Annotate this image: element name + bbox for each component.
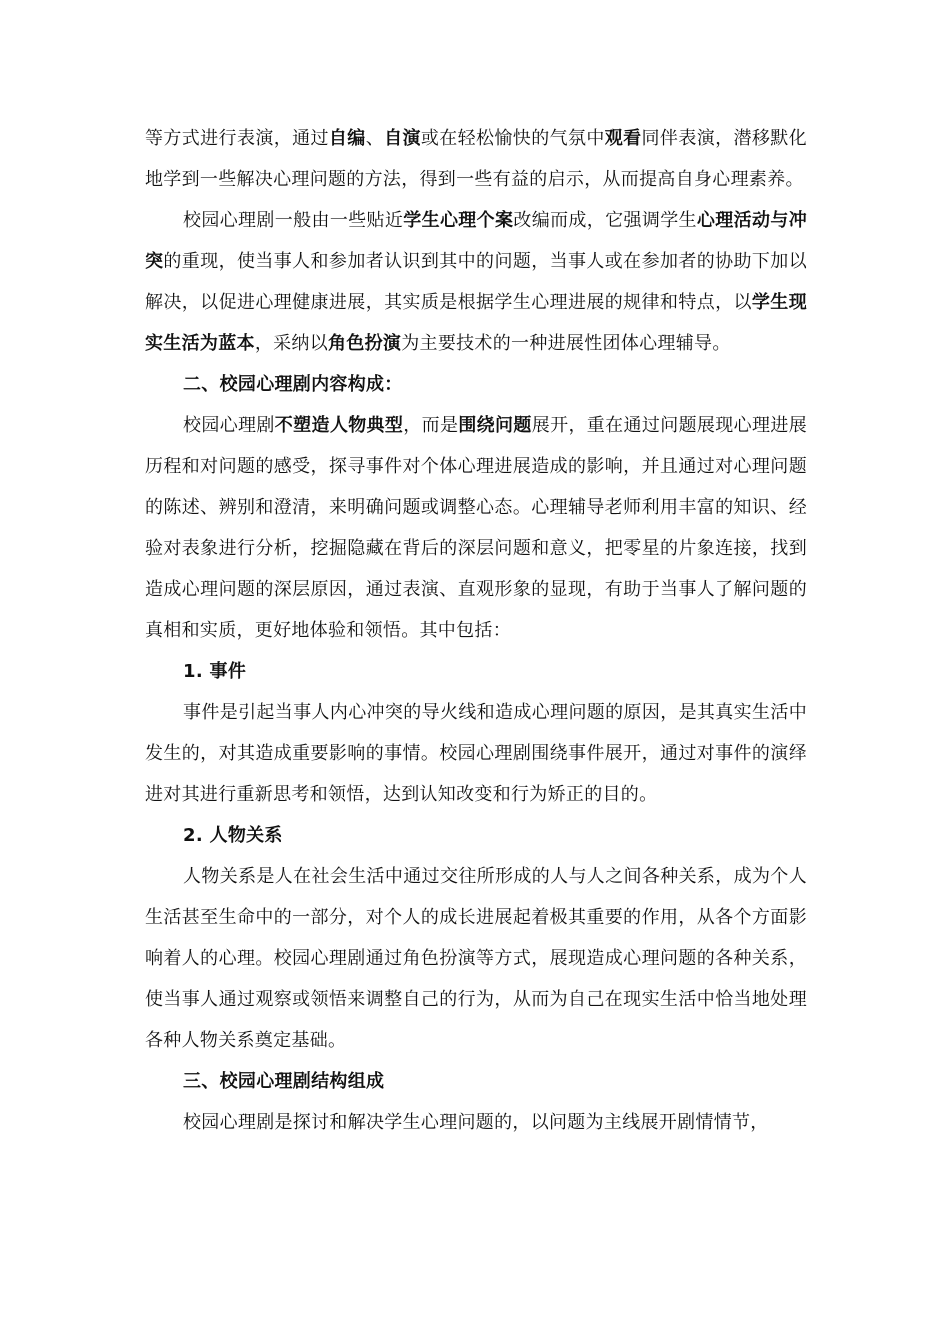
section-heading-content xyxy=(145,364,807,405)
bold-text-segment: 学生心理个案 xyxy=(403,210,514,231)
bold-text-segment: 观看 xyxy=(604,128,642,149)
bold-text-segment: 自编 xyxy=(328,128,366,149)
text-segment: 等方式进行表演，通过 xyxy=(145,128,329,149)
bold-text-segment: 不塑造人物典型 xyxy=(274,415,404,436)
text-segment: 展开，重在通过问题展现心理进展历程和对问题的感受，探寻事件对个体心理进展造成的影响，并且通过对心理问题的陈述、辨别和澄清，来明确问题或调整心态。心理辅导老师利用丰富的知识、经验对表象进行分析，挖掘隐藏在背后的深层问题和意义，把零星的片象连接，找到造成心理问题的深层原因，通过表演、直观形象的显现，有助于当事人了解问题的真相和实质，更好地体验和领悟。其中包括： xyxy=(145,415,808,641)
paragraph-intro-continuation xyxy=(145,118,807,200)
text-segment: 改编而成，它强调学生 xyxy=(513,210,697,231)
heading-text: 三、校园心理剧结构组成 xyxy=(183,1071,385,1092)
text-segment: ，采纳以 xyxy=(254,333,329,354)
text-segment: 的重现，使当事人和参加者认识到其中的问题，当事人或在参加者的协助下加以解决，以促进心理健康进展，其实质是根据学生心理进展的规律和特点，以 xyxy=(145,251,807,313)
text-segment: 校园心理剧 xyxy=(183,415,275,436)
paragraph-content-description xyxy=(145,405,807,651)
document-body xyxy=(145,118,807,1143)
subheading-relationships xyxy=(145,815,807,856)
bold-text-segment: 角色扮演 xyxy=(328,333,402,354)
subheading-event xyxy=(145,651,807,692)
paragraph-relationships xyxy=(145,856,807,1061)
section-heading-structure xyxy=(145,1061,807,1102)
bold-text-segment: 心理活动与冲突 xyxy=(145,210,807,272)
text-segment: 校园心理剧是探讨和解决学生心理问题的，以问题为主线展开剧情情节， xyxy=(183,1112,769,1133)
text-segment: 校园心理剧一般由一些贴近 xyxy=(183,210,404,231)
text-segment: 人物关系是人在社会生活中通过交往所形成的人与人之间各种关系，成为个人生活甚至生命中的一部分，对个人的成长进展起着极其重要的作用，从各个方面影响着人的心理。校园心理剧通过角色扮演等方式，展现造成心理问题的各种关系，使当事人通过观察或领悟来调整自己的行为，从而为自己在现实生活中恰当地处理各种人物关系奠定基础。 xyxy=(145,866,807,1051)
bold-text-segment: 自演 xyxy=(384,128,421,149)
paragraph-definition xyxy=(145,200,807,364)
heading-text: 二、校园心理剧内容构成： xyxy=(183,374,403,395)
text-segment: 为主要技术的一种进展性团体心理辅导。 xyxy=(401,333,731,354)
heading-text: 2. 人物关系 xyxy=(183,825,283,846)
text-segment: 事件是引起当事人内心冲突的导火线和造成心理问题的原因，是其真实生活中发生的，对其造成重要影响的事情。校园心理剧围绕事件展开，通过对事件的演绎进对其进行重新思考和领悟，达到认知改变和行为矫正的目的。 xyxy=(145,702,807,805)
text-segment: ，而是 xyxy=(403,415,459,436)
text-segment: 或在轻松愉快的气氛中 xyxy=(420,128,605,149)
heading-text: 1. 事件 xyxy=(183,661,247,682)
bold-text-segment: 围绕问题 xyxy=(458,415,532,436)
text-segment: 同伴表演，潜移默化地学到一些解决心理问题的方法，得到一些有益的启示，从而提高自身心理素养。 xyxy=(145,128,807,190)
paragraph-event xyxy=(145,692,807,815)
paragraph-structure xyxy=(145,1102,807,1143)
text-segment: 、 xyxy=(365,128,385,149)
bold-text-segment: 学生现实生活为蓝本 xyxy=(145,292,807,354)
